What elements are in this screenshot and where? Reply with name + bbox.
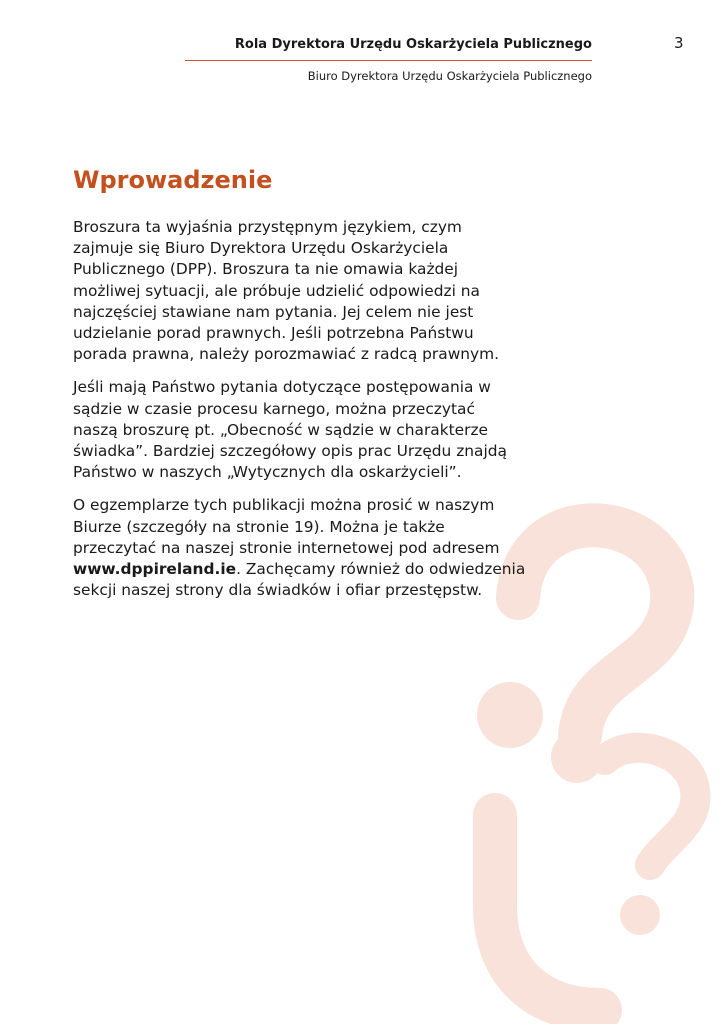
paragraph-intro [73, 217, 613, 365]
text-line: przeczytać na naszej stronie internetowej pod adresem [73, 538, 500, 557]
header-title: Rola Dyrektora Urzędu Oskarżyciela Publicznego [234, 37, 592, 52]
page-number: 3 [674, 34, 684, 52]
text-line: możliwej sytuacji, ale próbuje udzielić odpowiedzi na [73, 281, 480, 300]
text-line: naszą broszurę pt. „Obecność w sądzie w charakterze [73, 420, 488, 439]
text-line: zajmuje się Biuro Dyrektora Urzędu Oskarżyciela [73, 239, 449, 258]
text-line: Publicznego (DPP). Broszura ta nie omawia każdej [73, 260, 459, 279]
header-divider [185, 60, 592, 61]
running-header [185, 36, 592, 84]
website-link[interactable]: www.dppireland.ie [73, 560, 237, 579]
text-line: Jeśli mają Państwo pytania dotyczące postępowania w [73, 378, 491, 397]
text-line: Broszura ta wyjaśnia przystępnym językiem, czym [73, 218, 462, 236]
text-line: Biurze (szczegóły na stronie 19). Można je także [73, 517, 445, 536]
text-line: udzielanie porad prawnych. Jeśli potrzebna Państwu [73, 324, 474, 343]
paragraph-court-questions [73, 377, 613, 483]
text-line: sądzie w czasie procesu karnego, można przeczytać [73, 399, 475, 418]
text-line: O egzemplarze tych publikacji można prosić w naszym [73, 496, 495, 515]
text-after-link: . Zachęcamy również do odwiedzenia [236, 560, 526, 579]
text-line: sekcji naszej strony dla świadków i ofiar przestępstw. [73, 581, 483, 600]
text-line: Państwo w naszych „Wytycznych dla oskarżycieli”. [73, 463, 462, 482]
body-text [73, 217, 613, 613]
text-line: najczęściej stawiane nam pytania. Jej celem nie jest [73, 302, 474, 321]
text-line: porada prawna, należy porozmawiać z radcą prawnym. [73, 345, 500, 364]
text-line: świadka”. Bardziej szczegółowy opis prac Urzędu znajdą [73, 442, 507, 461]
header-subtitle: Biuro Dyrektora Urzędu Oskarżyciela Publicznego [307, 69, 592, 83]
section-heading: Wprowadzenie [73, 166, 273, 194]
paragraph-publications [73, 495, 613, 601]
text-line-with-link [73, 559, 613, 580]
